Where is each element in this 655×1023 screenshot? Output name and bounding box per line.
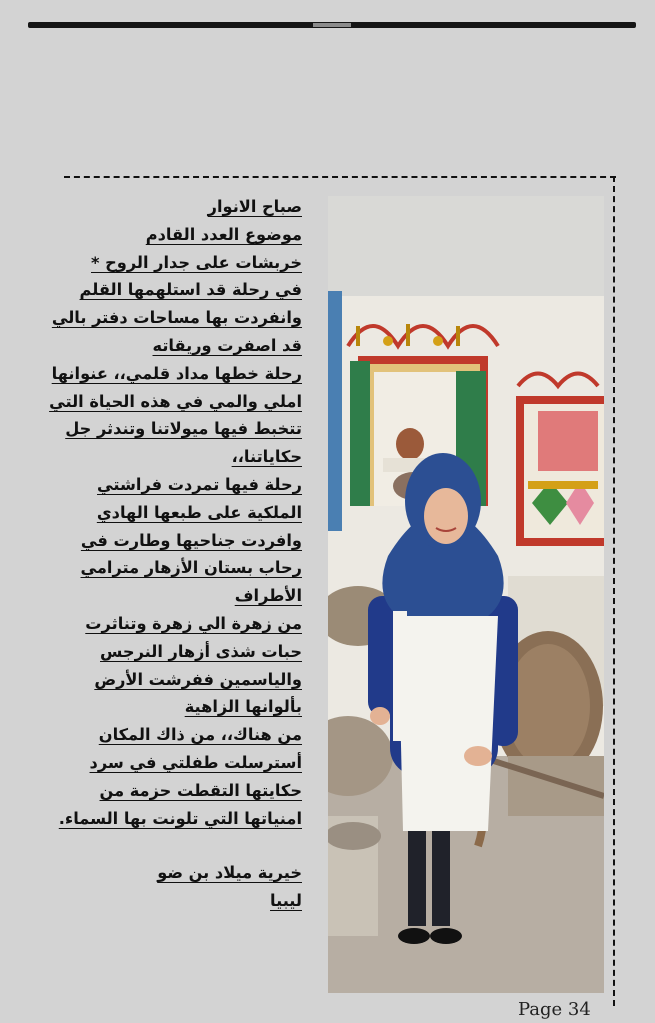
top-rule (28, 22, 636, 28)
article-line: رحلة فيها تمردت فراشتي (97, 474, 302, 494)
article-line: بألوانها الزاهية (184, 697, 302, 717)
dashed-frame-top (64, 176, 616, 178)
dashed-frame-right (613, 176, 615, 1006)
article-line: موضوع العدد القادم (145, 224, 302, 244)
article-line: من زهرة الي زهرة وتناثرت (85, 613, 302, 633)
article-line: وانفردت بها مساحات دفتر بالي (51, 308, 302, 328)
article-line: حكاياتنا،، (231, 447, 302, 467)
article-line: قد اصفرت وريقاته (152, 335, 302, 355)
article-line: امنياتها التي تلونت بها السماء. (58, 808, 302, 828)
article-line: حبات شذى أزهار النرجس (100, 641, 302, 661)
article-line: وافردت جناحيها وطارت في (80, 530, 302, 550)
article-line: صباح الانوار (207, 197, 302, 216)
article-line: الأطراف (234, 586, 302, 606)
article-line: والياسمين ففرشت الأرض (94, 669, 302, 689)
article-line: رحلة خطها مداد قلمي،، عنوانها (51, 363, 302, 383)
author-photo-illustration (328, 196, 604, 993)
article-line: الملكية على طبعها الهادي (96, 502, 302, 522)
article-line: من هناك،، من ذاك المكان (98, 725, 302, 745)
article-line: املي والمي في هذه الحياة التي (49, 391, 302, 411)
page-number: Page 34 (518, 999, 591, 1020)
article-line: حكايتها التقطت حزمة من (99, 780, 302, 800)
author-photo (328, 196, 604, 993)
article-line: في رحلة قد استلهمها القلم (79, 280, 302, 300)
article-line: رحاب بستان الأزهار مترامي (80, 558, 302, 578)
article-text (18, 193, 302, 915)
article-line: خربشات على جدار الروح * (91, 252, 302, 272)
paragraph-gap (18, 832, 302, 859)
author-name: خيرية ميلاد بن ضو (157, 863, 302, 883)
top-rule-notch (313, 23, 351, 27)
article-line: أسترسلت طفلتي في سرد (89, 752, 302, 772)
author-country: ليبيا (270, 891, 302, 911)
article-line: تتخبط فيها ميولاتنا وتندثر جل (65, 419, 302, 439)
